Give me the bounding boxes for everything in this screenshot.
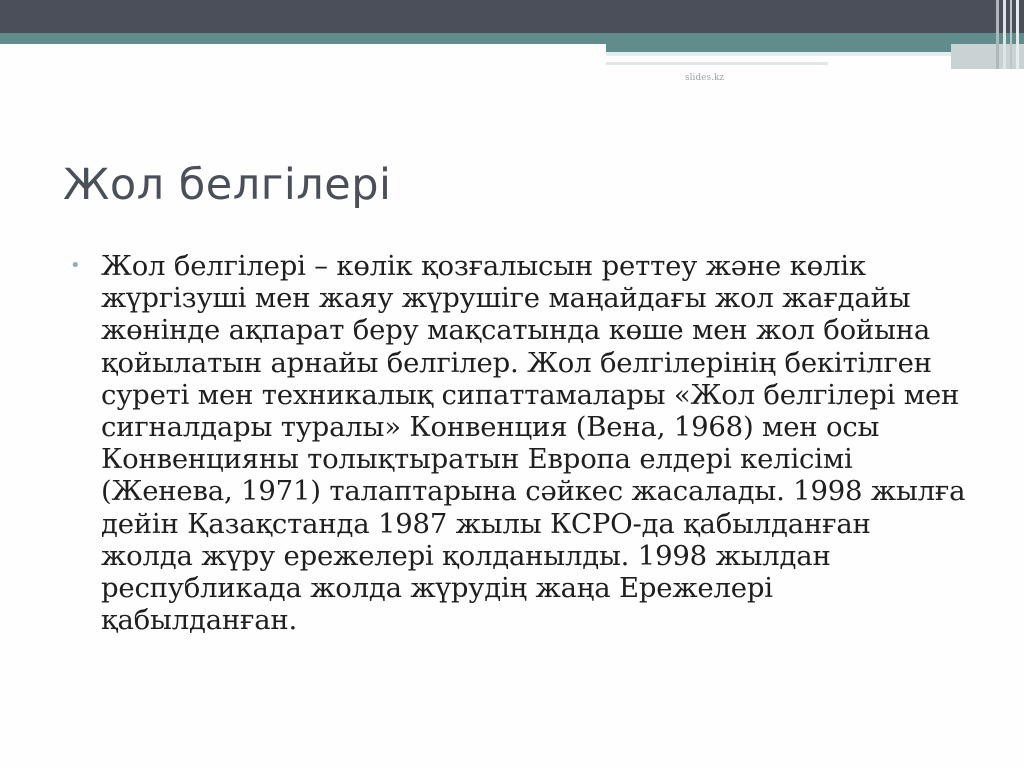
header-stripe (1010, 0, 1012, 69)
watermark: slides.kz (685, 73, 725, 83)
header-stripe (1003, 0, 1006, 69)
slide-title: Жол белгілері (63, 160, 392, 210)
bullet-item (70, 250, 970, 636)
bullet-list (70, 250, 970, 636)
header-band-light (606, 52, 951, 56)
header-band-dark (0, 0, 1024, 33)
bullet-dot-icon: • (70, 255, 81, 276)
bullet-text: Жол белгілері – көлік қозғалысын реттеу және көлік жүргізуші мен жаяу жүрушіге маңайдағы жол жағдайы жөнінде ақпарат беру мақсатында көше мен жол бойына қойылатын арнайы белгілер. Жол белгілерінің бекітілген суреті мен техникалық сипаттамалары «Жол белгілері мен сигналдары туралы» Конвенция (Вена, 1968) мен осы Конвенцияны толықтыратын Европа елдері келісімі (Женева, 1971) талаптарына сәйкес жасалады. 1998 жылға дейін Қазақстанда 1987 жылы КСРО-да қабылданған жолда жүру ережелері қолданылды. 1998 жылдан республикада жолда жүрудің жаңа Ережелері қабылданған. (101, 250, 966, 637)
header-band-teal (0, 33, 1024, 44)
header-stripe (996, 0, 999, 69)
header-band-light (606, 62, 828, 65)
header-band-grey (951, 44, 1024, 69)
header-stripe (1016, 0, 1019, 69)
